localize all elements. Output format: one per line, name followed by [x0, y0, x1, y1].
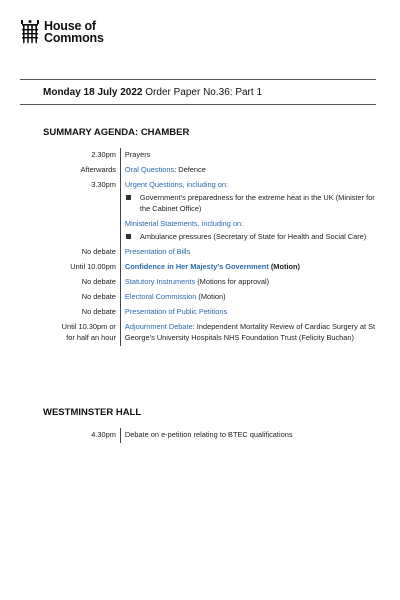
ministerial-statements-link[interactable]: Ministerial Statements, including on: [124, 219, 244, 228]
agenda-time: Until 10.00pm [43, 260, 121, 275]
adjournment-debate-detail: : Independent Mortality Review of Cardiac Surgery at St George’s University Hospitals NHS Foundation Trust (Felicity Buchan) [124, 322, 376, 342]
agenda-row-adjournment-debate [43, 320, 383, 346]
bullet-item [125, 229, 383, 242]
agenda-row-oral-questions [43, 163, 383, 178]
logo-line-1: House of [44, 19, 96, 33]
top-divider [20, 79, 376, 80]
oral-questions-detail: : Defence [174, 165, 206, 174]
agenda-time: No debate [43, 305, 121, 320]
westminster-hall-section-title: WESTMINSTER HALL [43, 407, 142, 418]
square-bullet-icon [126, 195, 131, 200]
confidence-motion-link[interactable]: Confidence in Her Majesty’s Government [124, 262, 269, 271]
agenda-text [121, 305, 383, 320]
square-bullet-icon [126, 234, 131, 239]
public-petitions-link[interactable]: Presentation of Public Petitions [124, 307, 228, 316]
agenda-row-public-petitions [43, 305, 383, 320]
agenda-row-presentation-of-bills [43, 245, 383, 260]
agenda-text [121, 163, 383, 178]
portcullis-icon [20, 20, 40, 44]
statutory-instruments-detail: (Motions for approval) [195, 277, 270, 286]
agenda-time: 3.30pm [43, 178, 121, 217]
paper-date: Monday 18 July 2022 [43, 87, 143, 98]
agenda-time: Afterwards [43, 163, 121, 178]
agenda-row-statutory-instruments [43, 275, 383, 290]
house-of-commons-logo [20, 20, 104, 44]
agenda-text [121, 178, 383, 217]
agenda-text [121, 275, 383, 290]
agenda-row-e-petition-debate [43, 428, 383, 443]
agenda-row-urgent-questions [43, 178, 383, 217]
bullet-text: Government’s preparedness for the extreme heat in the UK (Minister for the Cabinet Office) [139, 193, 375, 213]
agenda-text: Debate on e-petition relating to BTEC qualifications [124, 430, 293, 439]
urgent-questions-link[interactable]: Urgent Questions, including on: [124, 180, 229, 189]
agenda-time [43, 320, 121, 346]
logo-line-2: Commons [44, 31, 104, 45]
order-paper-heading [43, 87, 262, 98]
agenda-time-line-1: Until 10.30pm or [61, 322, 116, 331]
agenda-row-ministerial-statements [43, 217, 383, 245]
statutory-instruments-link[interactable]: Statutory Instruments [124, 277, 196, 286]
bullet-text: Ambulance pressures (Secretary of State for Health and Social Care) [139, 232, 367, 241]
agenda-row-prayers [43, 148, 383, 163]
agenda-text [121, 245, 383, 260]
chamber-agenda [43, 148, 383, 346]
agenda-time: No debate [43, 275, 121, 290]
westminster-hall-agenda [43, 428, 383, 443]
agenda-time: No debate [43, 290, 121, 305]
oral-questions-link[interactable]: Oral Questions [124, 165, 175, 174]
presentation-of-bills-link[interactable]: Presentation of Bills [124, 247, 191, 256]
agenda-row-confidence-motion [43, 260, 383, 275]
adjournment-debate-link[interactable]: Adjournment Debate [124, 322, 193, 331]
agenda-text [121, 320, 383, 346]
agenda-time: 2.30pm [43, 148, 121, 163]
agenda-row-electoral-commission [43, 290, 383, 305]
electoral-commission-detail: (Motion) [196, 292, 226, 301]
agenda-time: 4.30pm [43, 428, 121, 443]
confidence-motion-detail: (Motion) [268, 262, 300, 271]
agenda-time-line-2: for half an hour [66, 333, 116, 342]
agenda-time [43, 217, 121, 245]
bottom-divider [20, 104, 376, 105]
chamber-section-title: SUMMARY AGENDA: CHAMBER [43, 127, 190, 138]
agenda-text: Prayers [124, 150, 151, 159]
paper-title: Order Paper No.36: Part 1 [145, 87, 263, 98]
agenda-text [121, 290, 383, 305]
bullet-item [125, 190, 383, 214]
logo-text [44, 20, 104, 44]
agenda-text [121, 260, 383, 275]
electoral-commission-link[interactable]: Electoral Commission [124, 292, 197, 301]
agenda-time: No debate [43, 245, 121, 260]
agenda-text [121, 217, 383, 245]
